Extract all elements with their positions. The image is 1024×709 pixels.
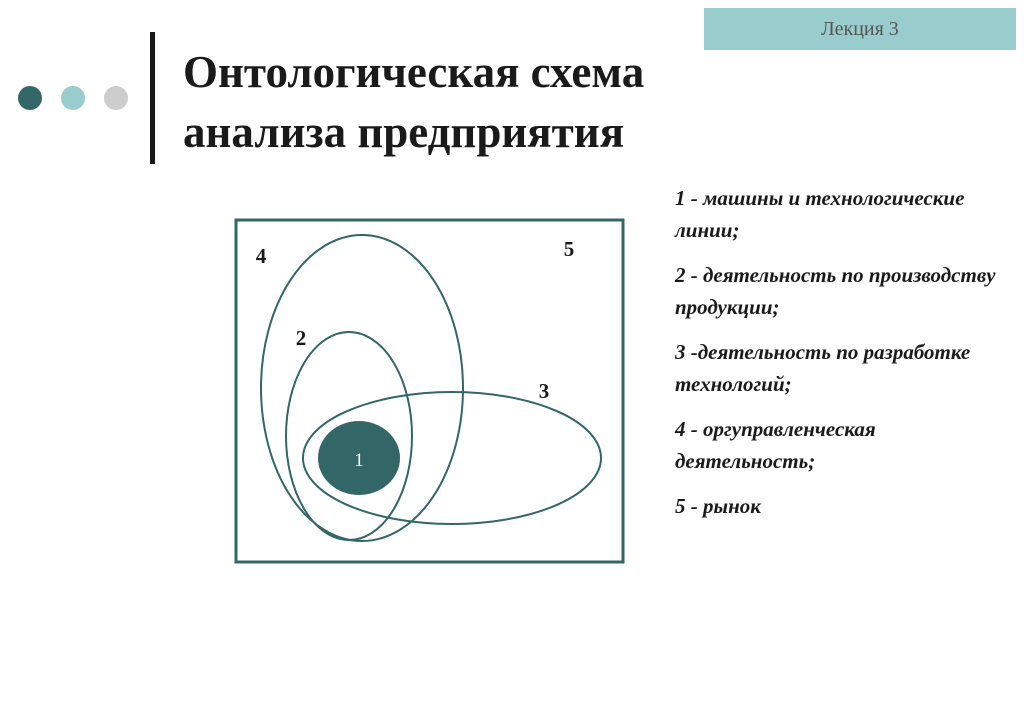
legend-item-2: 2 - деятельность по производству продукции; bbox=[675, 263, 996, 319]
legend-item-1: 1 - машины и технологические линии; bbox=[675, 186, 965, 242]
legend bbox=[675, 182, 1015, 535]
label-4: 4 bbox=[255, 244, 267, 268]
label-3: 3 bbox=[538, 379, 550, 403]
label-1: 1 bbox=[354, 450, 364, 471]
legend-item-3: 3 -деятельность по разработке технологий; bbox=[675, 340, 971, 396]
label-2: 2 bbox=[295, 326, 307, 350]
slide-title-line-2: анализа предприятия bbox=[183, 107, 625, 157]
region-5-market bbox=[236, 220, 623, 562]
label-5: 5 bbox=[563, 237, 575, 261]
lecture-tag: Лекция 3 bbox=[704, 8, 1016, 50]
slide-title-line-1: Онтологическая схема bbox=[183, 47, 645, 97]
legend-item-4: 4 - оргуправленческая деятельность; bbox=[675, 417, 876, 473]
region-4-management bbox=[261, 235, 463, 541]
legend-item-5: 5 - рынок bbox=[675, 494, 761, 518]
